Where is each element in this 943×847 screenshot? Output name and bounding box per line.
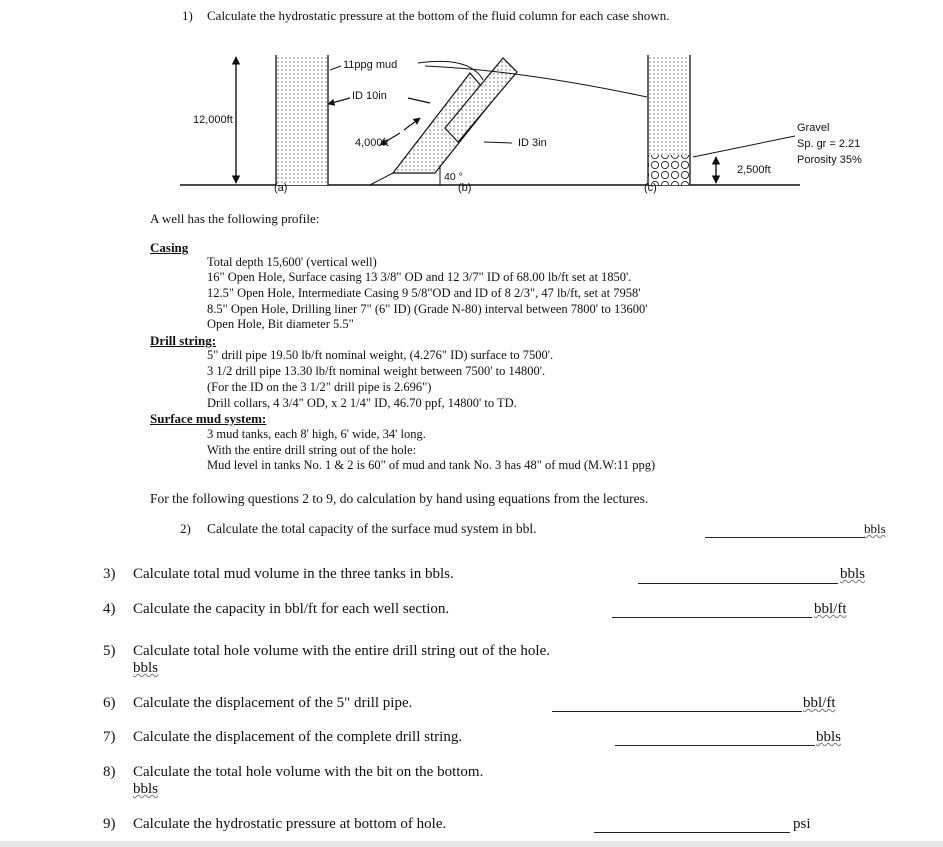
casing-line: Open Hole, Bit diameter 5.5" [207,317,354,331]
question-text: Calculate the capacity in bbl/ft for each well section. [133,601,450,617]
question-number: 7) [103,729,116,745]
question-text: Calculate total hole volume with the entire drill string out of the hole. [133,643,550,659]
surface-mud-header: Surface mud system: [150,411,267,426]
surface-mud-line: Mud level in tanks No. 1 & 2 is 60" of mud and tank No. 3 has 48" of mud (M.W:11 ppg) [207,458,656,472]
column-c-gravel [648,155,690,185]
answer-unit: bbls [840,566,866,582]
answer-blank[interactable] [594,832,790,833]
answer-blank[interactable] [552,711,802,712]
surface-mud-line: With the entire drill string out of the hole: [207,443,417,457]
answer-blank[interactable] [612,617,812,618]
question-number: 9) [103,816,116,832]
question-number: 8) [103,764,116,780]
id10-label: ID 10in [352,90,387,102]
id10-leader-b [408,98,430,103]
profile-intro: A well has the following profile: [150,211,320,226]
case-b-label: (b) [458,182,472,194]
id3-leader [484,142,512,143]
casing-line: 16" Open Hole, Surface casing 13 3/8" OD and 12 3/7" ID of 68.00 lb/ft set at 1850'. [207,270,632,284]
casing-line: 12.5" Open Hole, Intermediate Casing 9 5/8"OD and ID of 8 2/3", 47 lb/ft, set at 7958' [207,286,641,300]
id3-label: ID 3in [518,137,547,149]
answer-unit: bbls [816,729,842,745]
question-number: 5) [103,643,116,659]
answer-unit: bbls [133,781,159,797]
drill-string-line: (For the ID on the 3 1/2" drill pipe is 2.696") [207,380,432,394]
length-b-arrow-up [404,118,420,130]
casing-line: Total depth 15,600' (vertical well) [207,255,377,269]
length-b-label: 4,000ft [355,137,389,149]
question-1-text: Calculate the hydrostatic pressure at the bottom of the fluid column for each case shown. [207,8,670,23]
question-number: 2) [180,521,191,536]
drill-string-header: Drill string: [150,333,217,348]
question-text: Calculate the displacement of the complete drill string. [133,729,463,745]
angle-label: 40 ° [444,171,463,183]
drill-string-line: 5" drill pipe 19.50 lb/ft nominal weight, (4.276" ID) surface to 7500'. [207,348,554,362]
id10-arrow-a [328,98,350,104]
case-a-label: (a) [274,182,288,194]
surface-mud-line: 3 mud tanks, each 8' high, 6' wide, 34' long. [207,427,426,441]
gravel-leader [693,136,795,157]
answer-blank[interactable] [615,745,815,746]
answer-blank[interactable] [705,537,865,538]
case-c-label: (c) [644,182,657,194]
question-number: 4) [103,601,116,617]
hydrostatic-figure [0,0,943,220]
answer-unit: bbls [133,660,159,676]
question-number: 6) [103,695,116,711]
gravel-title: Gravel [797,122,830,134]
page-bottom-bar [0,841,943,847]
drill-string-line: 3 1/2 drill pipe 13.30 lb/ft nominal weight between 7500' to 14800'. [207,364,546,378]
question-text: Calculate the hydrostatic pressure at bottom of hole. [133,816,447,832]
question-1-number: 1) [182,8,193,23]
answer-unit: bbl/ft [814,601,847,617]
instructions: For the following questions 2 to 9, do calculation by hand using equations from the lectures. [150,491,649,506]
question-number: 3) [103,566,116,582]
answer-unit: bbl/ft [803,695,836,711]
column-b-base [370,173,393,185]
drill-string-line: Drill collars, 4 3/4" OD, x 2 1/4" ID, 46.70 ppf, 14800' to TD. [207,396,517,410]
question-text: Calculate the displacement of the 5" drill pipe. [133,695,413,711]
gravel-porosity: Porosity 35% [797,154,862,166]
question-text: Calculate the total hole volume with the bit on the bottom. [133,764,484,780]
answer-unit: bbls [864,521,886,536]
height-a-label: 12,000ft [193,114,233,126]
gravel-specific-gravity: Sp. gr = 2.21 [797,138,861,150]
casing-line: 8.5" Open Hole, Drilling liner 7" (6" ID) (Grade N-80) interval between 7800' to 13600' [207,302,648,316]
answer-unit: psi [793,816,811,832]
casing-header: Casing [150,240,189,255]
answer-blank[interactable] [638,583,838,584]
question-text: Calculate the total capacity of the surface mud system in bbl. [207,521,537,536]
mud-label: 11ppg mud [343,59,398,71]
height-c-label: 2,500ft [737,164,771,176]
question-text: Calculate total mud volume in the three tanks in bbls. [133,566,454,582]
column-a-fluid [276,55,328,185]
mud-leader-a [330,66,341,70]
